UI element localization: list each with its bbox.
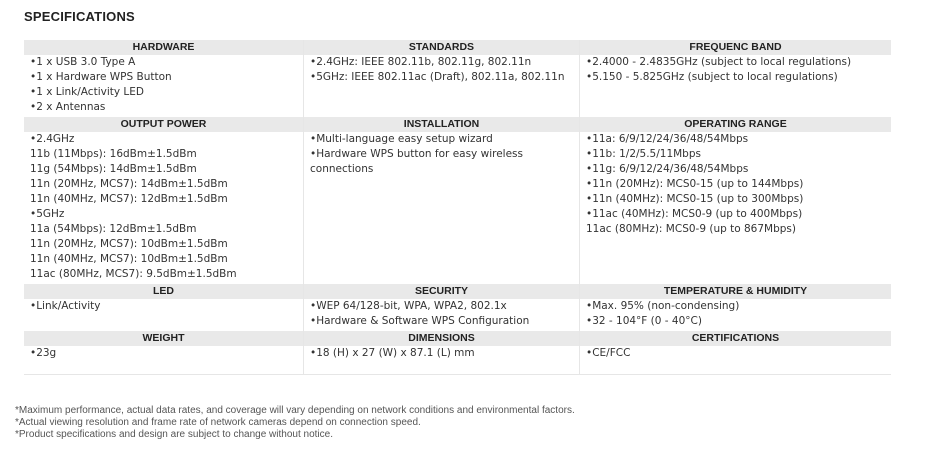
spec-body-row — [24, 132, 891, 284]
spec-value-hardware — [24, 55, 304, 117]
footnote: *Maximum performance, actual data rates, and coverage will vary depending on network conditions and environmental factors. — [15, 405, 575, 416]
spec-line: 11g (54Mbps): 14dBm±1.5dBm — [30, 163, 197, 175]
spec-value-led — [24, 299, 304, 331]
spec-header-row — [24, 117, 891, 132]
specifications-table — [24, 40, 891, 375]
spec-body-row — [24, 346, 891, 374]
spec-line: •Multi-language easy setup wizard — [310, 133, 493, 145]
spec-value-operating-range — [580, 132, 891, 284]
spec-line: 11a (54Mbps): 12dBm±1.5dBm — [30, 223, 197, 235]
spec-line: •11g: 6/9/12/24/36/48/54Mbps — [586, 163, 749, 175]
spec-header-standards: STANDARDS — [304, 40, 580, 55]
spec-line: •11n (20MHz): MCS0-15 (up to 144Mbps) — [586, 178, 804, 190]
spec-header-installation: INSTALLATION — [304, 117, 580, 132]
spec-line: 11n (40MHz, MCS7): 10dBm±1.5dBm — [30, 253, 228, 265]
spec-header-certifications: CERTIFICATIONS — [580, 331, 891, 346]
spec-line: •5GHz — [30, 208, 65, 220]
spec-value-weight — [24, 346, 304, 374]
spec-header-weight: WEIGHT — [24, 331, 304, 346]
spec-line: •23g — [30, 347, 57, 359]
spec-value-security — [304, 299, 580, 331]
spec-line: •1 x Hardware WPS Button — [30, 71, 172, 83]
spec-line: 11n (40MHz, MCS7): 12dBm±1.5dBm — [30, 193, 228, 205]
spec-header-frequency-band: FREQUENC BAND — [580, 40, 891, 55]
spec-header-operating-range: OPERATING RANGE — [580, 117, 891, 132]
spec-header-dimensions: DIMENSIONS — [304, 331, 580, 346]
spec-line: •2.4GHz — [30, 133, 75, 145]
spec-value-installation — [304, 132, 580, 284]
spec-line: •Max. 95% (non-condensing) — [586, 300, 740, 312]
footnotes — [15, 405, 575, 441]
spec-line: •1 x Link/Activity LED — [30, 86, 144, 98]
spec-line: 11b (11Mbps): 16dBm±1.5dBm — [30, 148, 197, 160]
spec-value-standards — [304, 55, 580, 117]
spec-line: •2 x Antennas — [30, 101, 106, 113]
spec-line: •1 x USB 3.0 Type A — [30, 56, 136, 68]
spec-header-hardware: HARDWARE — [24, 40, 304, 55]
footnote: *Actual viewing resolution and frame rate of network cameras depend on connection speed. — [15, 417, 421, 428]
page-title: SPECIFICATIONS — [24, 9, 135, 24]
spec-line: •2.4000 - 2.4835GHz (subject to local regulations) — [586, 56, 852, 68]
spec-header-security: SECURITY — [304, 284, 580, 299]
spec-body-row — [24, 299, 891, 331]
spec-line: 11n (20MHz, MCS7): 14dBm±1.5dBm — [30, 178, 228, 190]
spec-header-led: LED — [24, 284, 304, 299]
spec-header-row — [24, 40, 891, 55]
spec-line: •32 - 104°F (0 - 40°C) — [586, 315, 702, 327]
spec-line: connections — [310, 163, 374, 175]
spec-value-certifications — [580, 346, 891, 374]
spec-line: •2.4GHz: IEEE 802.11b, 802.11g, 802.11n — [310, 56, 532, 68]
spec-line: 11n (20MHz, MCS7): 10dBm±1.5dBm — [30, 238, 228, 250]
spec-value-temperature-humidity — [580, 299, 891, 331]
spec-value-dimensions — [304, 346, 580, 374]
spec-value-frequency-band — [580, 55, 891, 117]
spec-line: •5.150 - 5.825GHz (subject to local regulations) — [586, 71, 838, 83]
footnote: *Product specifications and design are subject to change without notice. — [15, 429, 333, 440]
spec-line: •Hardware WPS button for easy wireless — [310, 148, 523, 160]
spec-line: 11ac (80MHz, MCS7): 9.5dBm±1.5dBm — [30, 268, 237, 280]
spec-line: •11a: 6/9/12/24/36/48/54Mbps — [586, 133, 749, 145]
spec-line: •CE/FCC — [586, 347, 631, 359]
spec-line: 11ac (80MHz): MCS0-9 (up to 867Mbps) — [586, 223, 796, 235]
spec-line: •Hardware & Software WPS Configuration — [310, 315, 530, 327]
spec-header-output-power: OUTPUT POWER — [24, 117, 304, 132]
spec-line: •Link/Activity — [30, 300, 101, 312]
spec-line: •11b: 1/2/5.5/11Mbps — [586, 148, 701, 160]
spec-line: •11n (40MHz): MCS0-15 (up to 300Mbps) — [586, 193, 804, 205]
spec-header-row — [24, 331, 891, 346]
spec-body-row — [24, 55, 891, 117]
spec-value-output-power — [24, 132, 304, 284]
spec-header-row — [24, 284, 891, 299]
spec-header-temperature-humidity: TEMPERATURE & HUMIDITY — [580, 284, 891, 299]
spec-line: •WEP 64/128-bit, WPA, WPA2, 802.1x — [310, 300, 507, 312]
spec-line: •18 (H) x 27 (W) x 87.1 (L) mm — [310, 347, 475, 359]
spec-line: •5GHz: IEEE 802.11ac (Draft), 802.11a, 802.11n — [310, 71, 565, 83]
spec-line: •11ac (40MHz): MCS0-9 (up to 400Mbps) — [586, 208, 803, 220]
